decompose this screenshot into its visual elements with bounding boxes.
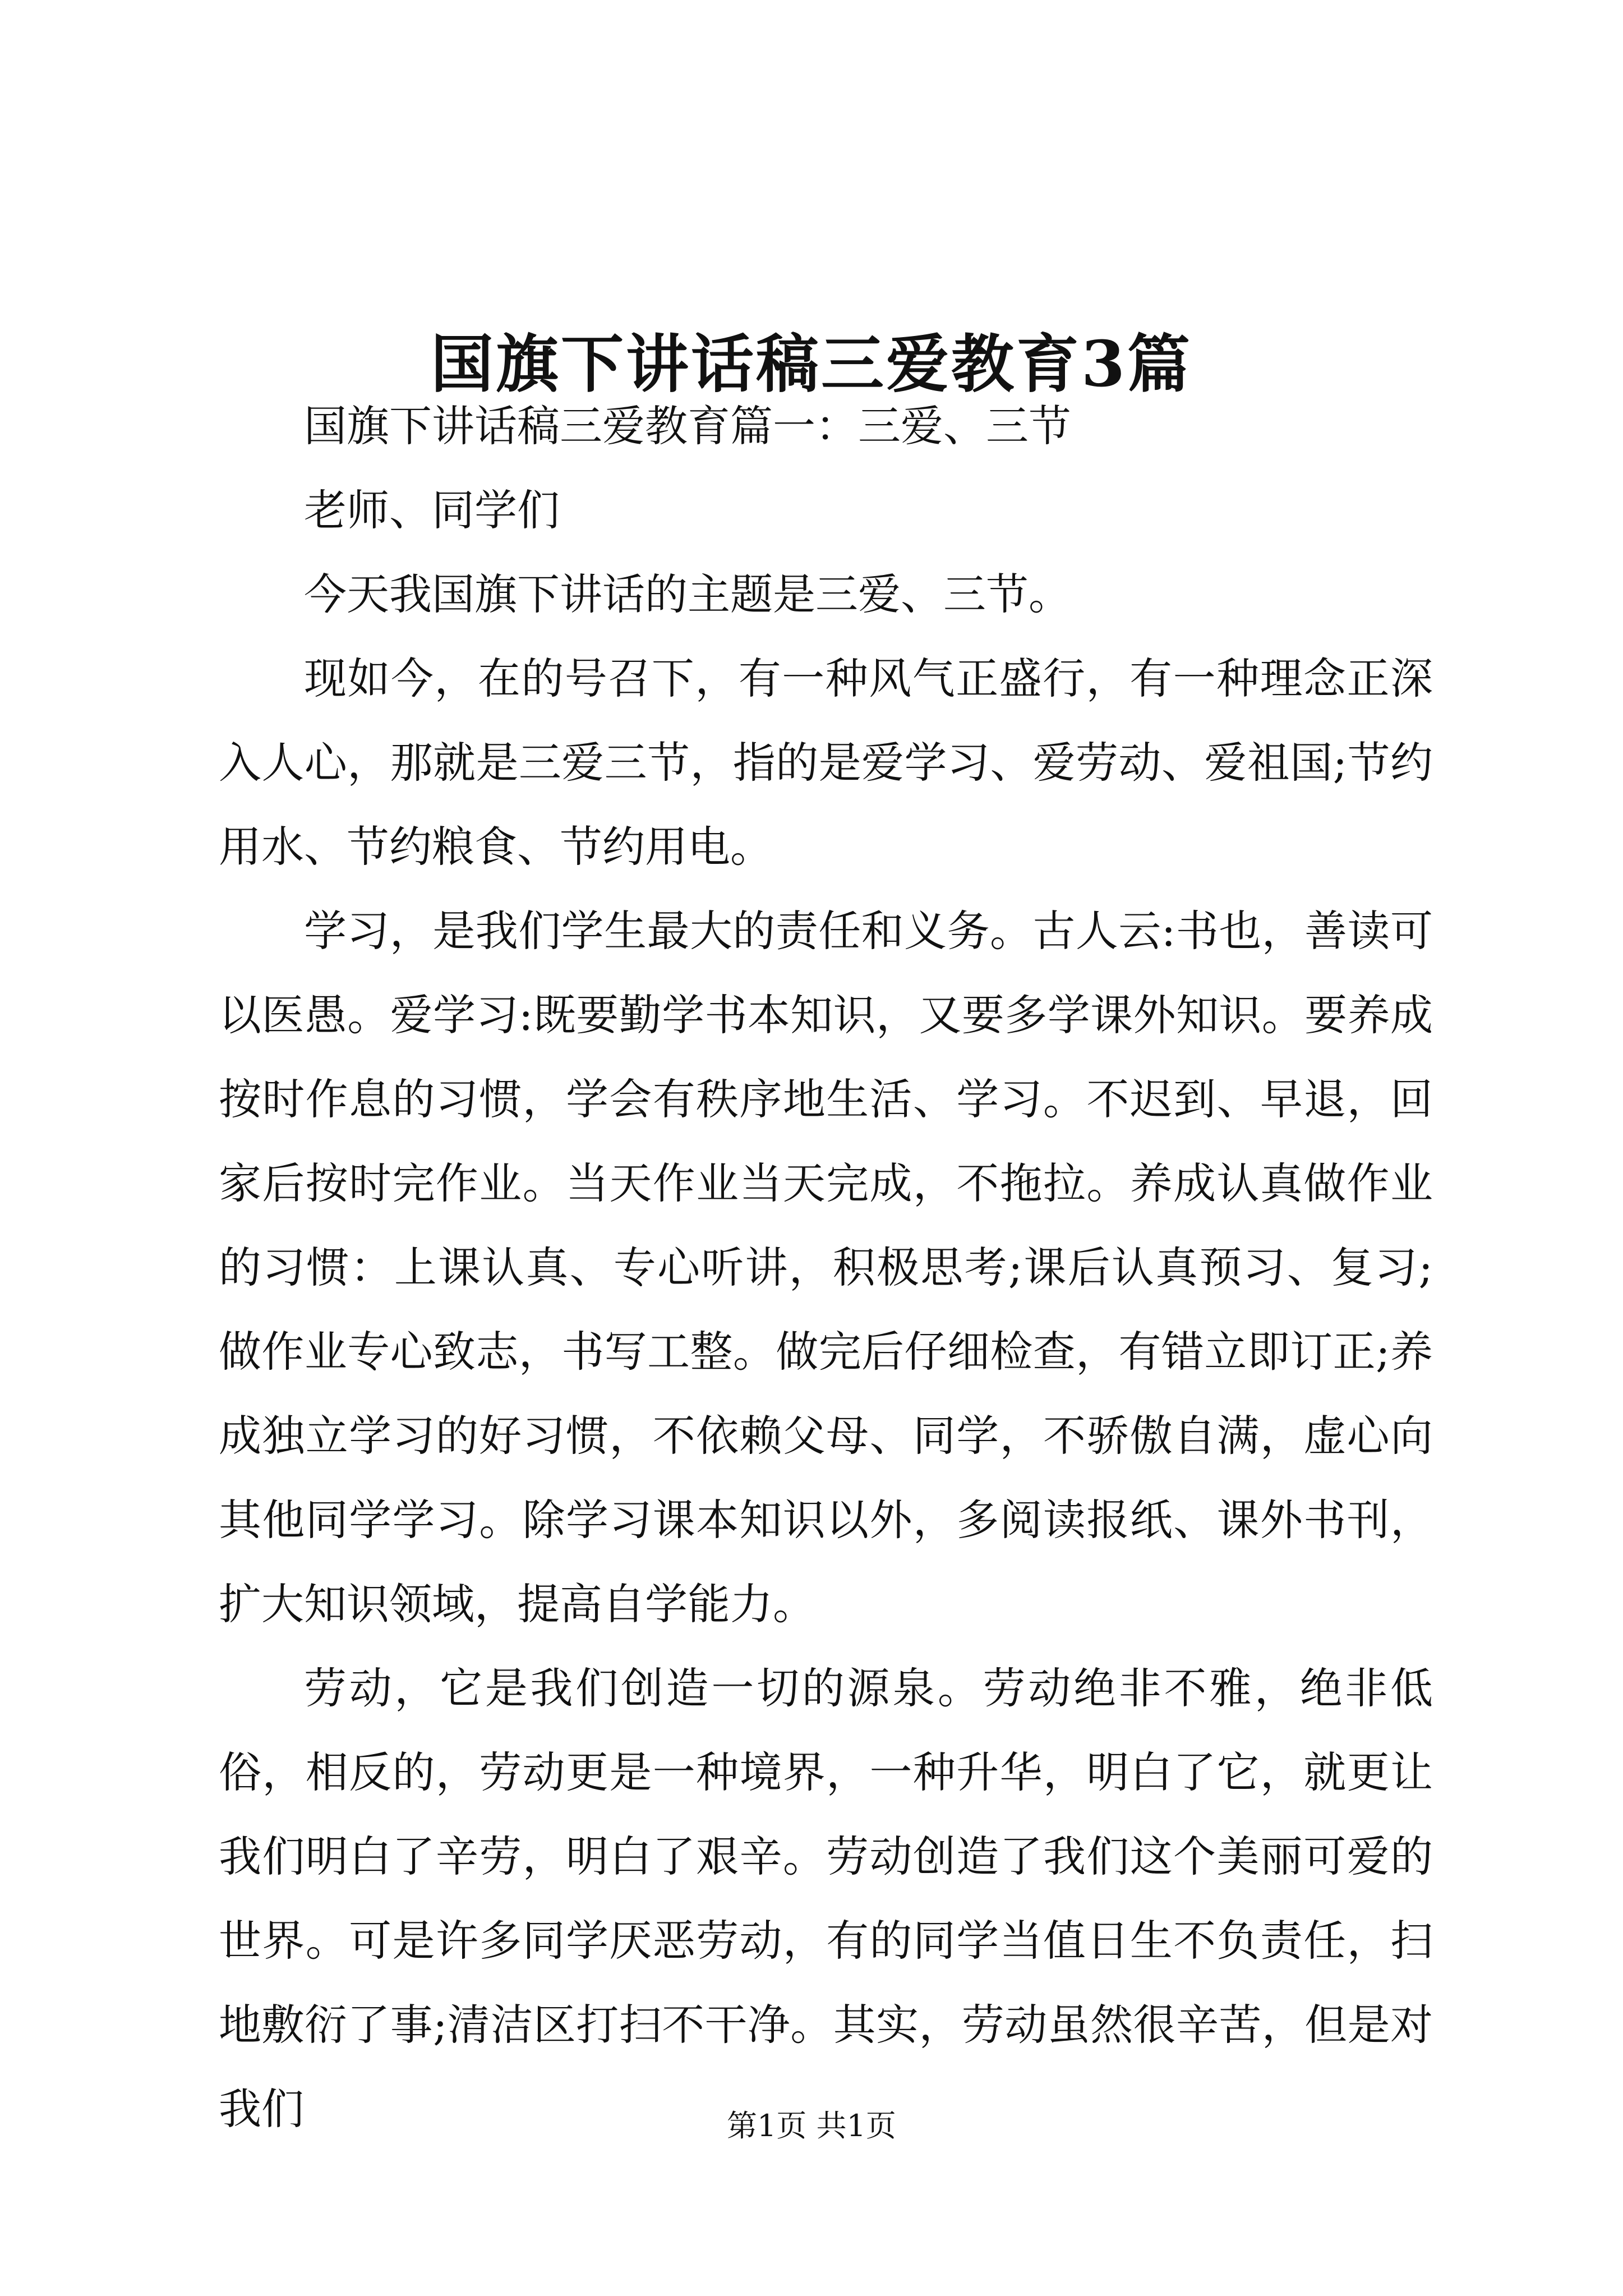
paragraph-intro: 现如今，在的号召下，有一种风气正盛行，有一种理念正深入人心，那就是三爱三节，指的是爱学习、爱劳动、爱祖国;节约用水、节约粮食、节约用电。 bbox=[219, 654, 1433, 872]
page-footer: 第1页 共1页 bbox=[727, 2108, 896, 2143]
paragraph-labor: 劳动，它是我们创造一切的源泉。劳动绝非不雅，绝非低俗，相反的，劳动更是一种境界，一种升华，明白了它，就更让我们明白了辛劳，明白了艰辛。劳动创造了我们这个美丽可爱的世界。可是许多同学厌恶劳动，有的同学当值日生不负责任，扫地敷衍了事;清洁区打扫不干净。其实，劳动虽然很辛苦，但是对我们 bbox=[219, 1663, 1433, 2134]
document-title: 国旗下讲话稿三爱教育3篇 bbox=[431, 328, 1192, 402]
paragraph-study: 学习，是我们学生最大的责任和义务。古人云:书也，善读可以医愚。爱学习:既要勤学书本知识，又要多学课外知识。要养成按时作息的习惯，学会有秩序地生活、学习。不迟到、早退，回家后按时完作业。当天作业当天完成，不拖拉。养成认真做作业的习惯：上课认真、专心听讲，积极思考;课后认真预习、复习;做作业专心致志，书写工整。做完后仔细检查，有错立即订正;养成独立学习的好习惯，不依赖父母、同学，不骄傲自满，虚心向其他同学学习。除学习课本知识以外，多阅读报纸、课外书刊，扩大知识领域，提高自学能力。 bbox=[219, 906, 1433, 1629]
paragraph-topic: 今天我国旗下讲话的主题是三爱、三节。 bbox=[304, 569, 1071, 619]
paragraph-salutation: 老师、同学们 bbox=[304, 485, 560, 535]
document-body bbox=[219, 384, 1433, 2151]
paragraph-heading: 国旗下讲话稿三爱教育篇一：三爱、三节 bbox=[304, 401, 1071, 451]
